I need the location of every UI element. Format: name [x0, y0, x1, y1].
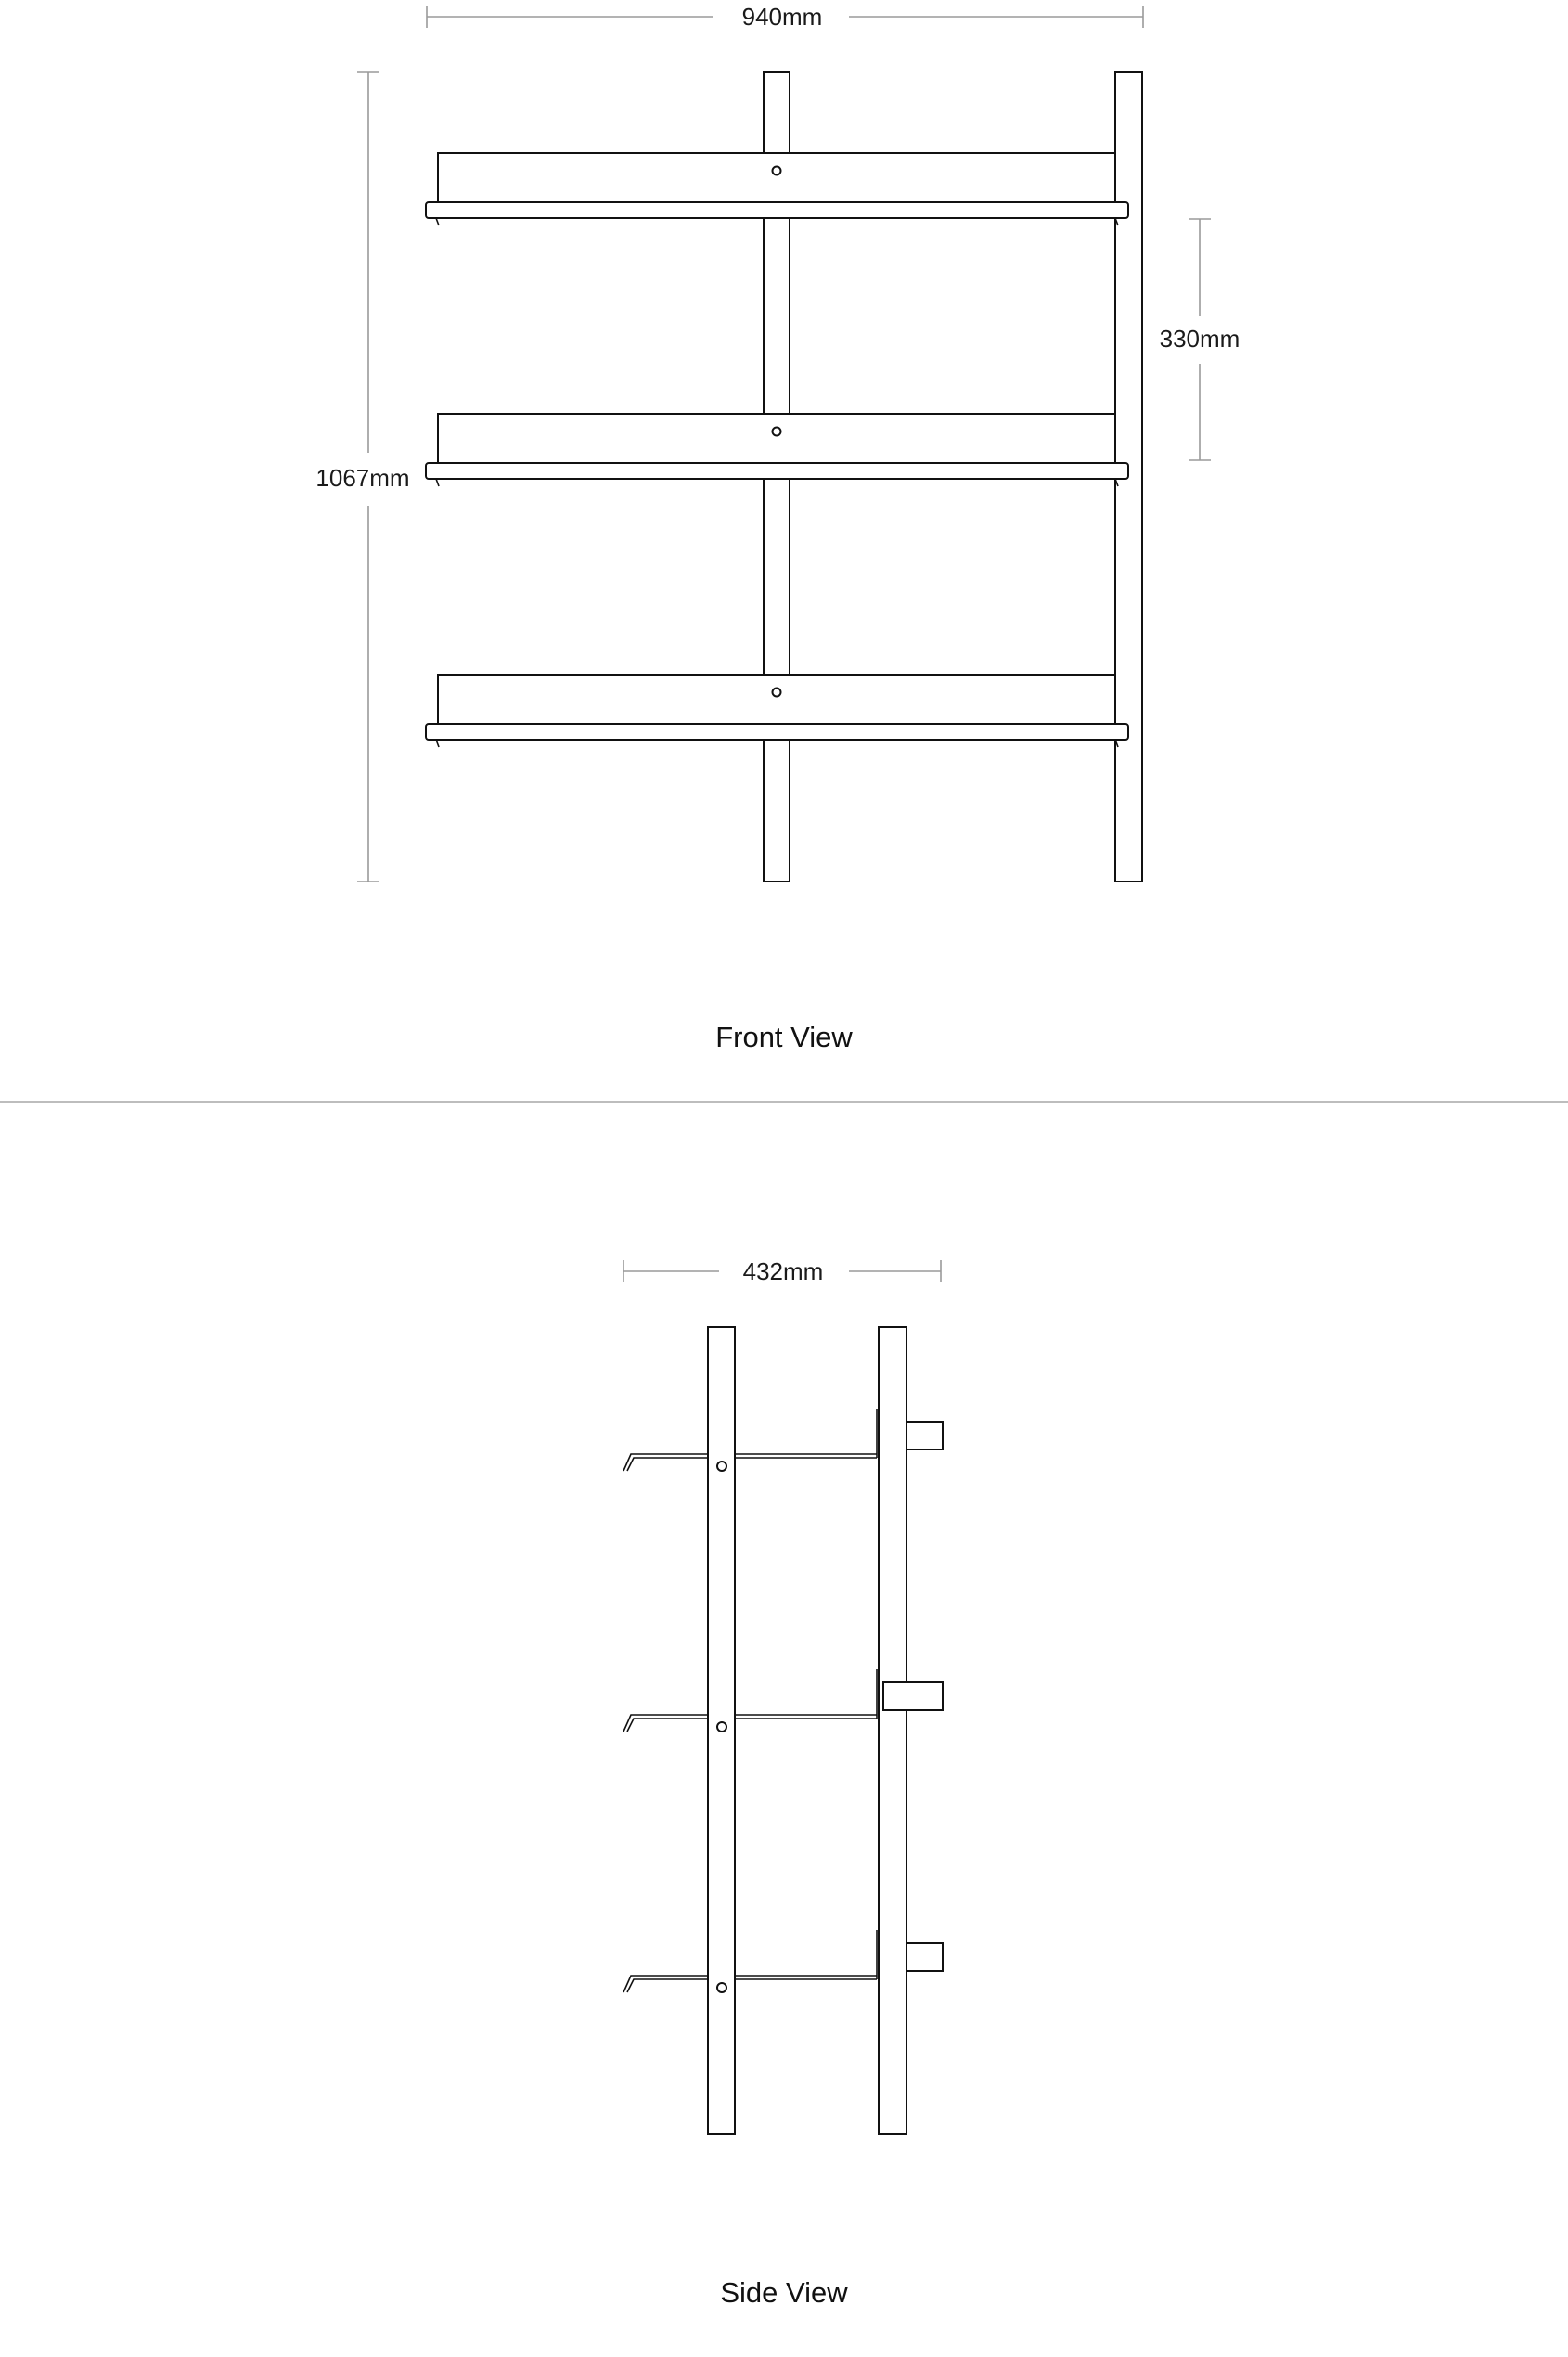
front-bolt — [773, 689, 781, 697]
side-back-upright — [879, 1327, 906, 2134]
side-depth-label: 432mm — [742, 1257, 824, 1285]
side-wall-cleat — [906, 1422, 943, 1449]
front-shelf — [426, 414, 1128, 486]
side-bolt — [717, 1722, 726, 1732]
side-depth-dimension — [623, 1257, 941, 1285]
side-bolt — [717, 1462, 726, 1471]
front-bolt — [773, 428, 781, 436]
front-spacing-label: 330mm — [1159, 325, 1240, 353]
front-bolt — [773, 167, 781, 175]
front-shelf — [426, 153, 1128, 225]
side-wall-cleat — [906, 1943, 943, 1971]
front-shelf — [426, 675, 1128, 747]
front-view — [315, 3, 1240, 1053]
front-height-dimension — [315, 72, 409, 882]
front-width-dimension — [427, 3, 1143, 31]
side-wall-cleat — [883, 1682, 943, 1710]
side-view-title: Side View — [720, 2276, 848, 2309]
side-view — [623, 1257, 943, 2309]
front-view-title: Front View — [715, 1021, 853, 1053]
front-spacing-dimension — [1160, 219, 1240, 460]
front-width-label: 940mm — [741, 3, 823, 31]
side-bolt — [717, 1983, 726, 1992]
front-height-label: 1067mm — [315, 464, 410, 492]
